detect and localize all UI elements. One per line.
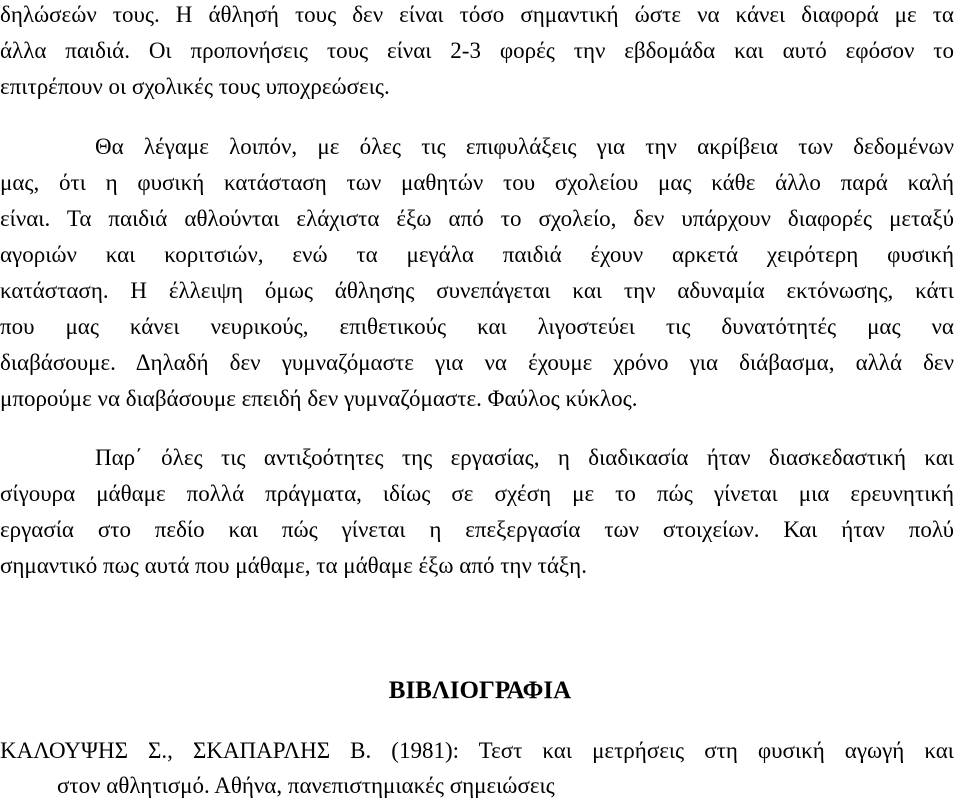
paragraph-line: διαβάσουμε. Δηλαδή δεν γυμναζόμαστε για να έχουμε χρόνο για διάβασμα, αλλά δεν [0, 350, 954, 375]
bibliography-entry-line: ΚΑΛΟΥΨΗΣ Σ., ΣΚΑΠΑΡΛΗΣ Β. (1981): Τεστ και μετρήσεις στη φυσική αγωγή και [0, 738, 954, 763]
paragraph-line: που μας κάνει νευρικούς, επιθετικούς και λιγοστεύει τις δυνατότητές μας να [0, 314, 954, 339]
paragraph-line: σίγουρα μάθαμε πολλά πράγματα, ιδίως σε σχέση με το πώς γίνεται μια ερευνητική [0, 481, 954, 506]
paragraph-line: επιτρέπουν οι σχολικές τους υποχρεώσεις. [0, 74, 390, 99]
paragraph-line: σημαντικό πως αυτά που μάθαμε, τα μάθαμε έξω από την τάξη. [0, 553, 587, 578]
paragraph-line: κατάσταση. Η έλλειψη όμως άθλησης συνεπάγεται και την αδυναμία εκτόνωσης, κάτι [0, 278, 954, 303]
bibliography-heading: ΒΙΒΛΙΟΓΡΑΦΙΑ [388, 677, 572, 704]
paragraph-line: άλλα παιδιά. Οι προπονήσεις τους είναι 2-3 φορές την εβδομάδα και αυτό εφόσον το [0, 38, 954, 63]
paragraph-line: μπορούμε να διαβάσουμε επειδή δεν γυμναζόμαστε. Φαύλος κύκλος. [0, 386, 638, 411]
bibliography-entry-line: στον αθλητισμό. Αθήνα, πανεπιστημιακές σημειώσεις [57, 773, 555, 798]
paragraph-line: εργασία στο πεδίο και πώς γίνεται η επεξεργασία των στοιχείων. Και ήταν πολύ [0, 517, 954, 542]
paragraph-line: δηλώσεών τους. Η άθλησή τους δεν είναι τόσο σημαντική ώστε να κάνει διαφορά με τα [0, 2, 954, 27]
paragraph-line: Θα λέγαμε λοιπόν, με όλες τις επιφυλάξεις για την ακρίβεια των δεδομένων [95, 134, 954, 159]
paragraph-line: Παρ΄ όλες τις αντιξοότητες της εργασίας, η διαδικασία ήταν διασκεδαστική και [95, 445, 954, 470]
paragraph-line: είναι. Τα παιδιά αθλούνται ελάχιστα έξω από το σχολείο, δεν υπάρχουν διαφορές μεταξύ [0, 206, 954, 231]
paragraph-line: μας, ότι η φυσική κατάσταση των μαθητών του σχολείου μας κάθε άλλο παρά καλή [0, 170, 954, 195]
paragraph-line: αγοριών και κοριτσιών, ενώ τα μεγάλα παιδιά έχουν αρκετά χειρότερη φυσική [0, 242, 954, 267]
